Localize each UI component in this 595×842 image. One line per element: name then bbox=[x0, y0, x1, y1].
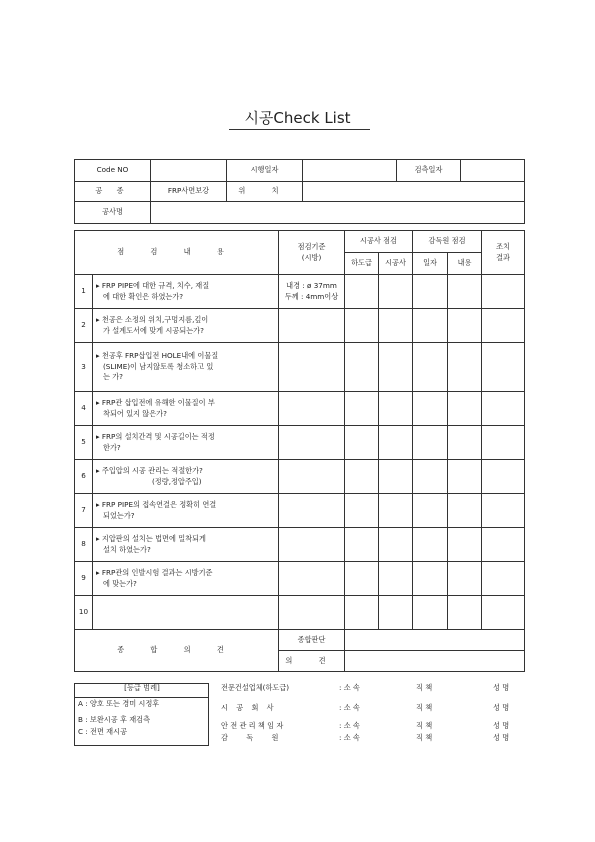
grade-c: C : 전면 재시공 bbox=[78, 727, 128, 736]
construct-date-label: 시행일자 bbox=[227, 160, 303, 182]
check-cell[interactable] bbox=[482, 392, 525, 426]
bullet-icon: ▸ bbox=[96, 500, 100, 510]
check-cell[interactable] bbox=[345, 562, 379, 596]
item-number: 3 bbox=[75, 343, 93, 392]
check-cell[interactable] bbox=[413, 460, 448, 494]
action-header bbox=[482, 231, 525, 275]
check-cell[interactable] bbox=[413, 528, 448, 562]
bullet-icon: ▸ bbox=[96, 466, 100, 476]
check-cell[interactable] bbox=[345, 275, 379, 309]
criteria-header-line2: (시방) bbox=[301, 252, 322, 262]
code-field[interactable] bbox=[151, 160, 227, 182]
signature-name: 성 명 bbox=[493, 733, 510, 742]
item-criteria: 내경 : ø 37mm 두께 : 4mm이상 bbox=[279, 275, 345, 309]
contractor-header: 시공사 점검 bbox=[345, 231, 413, 253]
check-cell[interactable] bbox=[379, 392, 413, 426]
item-number: 6 bbox=[75, 460, 93, 494]
check-cell[interactable] bbox=[379, 275, 413, 309]
check-cell[interactable] bbox=[345, 494, 379, 528]
check-cell[interactable] bbox=[345, 343, 379, 392]
signature-name: 성 명 bbox=[493, 683, 510, 692]
bullet-icon: ▸ bbox=[96, 315, 100, 325]
check-cell[interactable] bbox=[448, 426, 482, 460]
check-cell[interactable] bbox=[345, 426, 379, 460]
header-table bbox=[74, 159, 525, 224]
check-cell[interactable] bbox=[448, 460, 482, 494]
item-number: 5 bbox=[75, 426, 93, 460]
item-question: ▸ 천공은 소정의 위치,구멍지름,깊이 가 설계도서에 맞게 시공되는가? bbox=[93, 309, 279, 343]
grade-b: B : 보완시공 후 재검측 bbox=[78, 715, 151, 724]
check-cell[interactable] bbox=[413, 596, 448, 630]
check-cell[interactable] bbox=[379, 562, 413, 596]
item-question[interactable] bbox=[93, 596, 279, 630]
check-cell[interactable] bbox=[448, 528, 482, 562]
checklist-table bbox=[74, 230, 525, 672]
table-row bbox=[75, 426, 525, 460]
item-question: ▸ FRP PIPE의 접속연결은 정확히 연결 되었는가? bbox=[93, 494, 279, 528]
check-cell[interactable] bbox=[482, 596, 525, 630]
supervisor-sub-header-1: 일자 bbox=[413, 253, 448, 275]
item-criteria bbox=[279, 528, 345, 562]
check-cell[interactable] bbox=[413, 562, 448, 596]
location-field[interactable] bbox=[303, 182, 525, 202]
signature-name: 성 명 bbox=[493, 703, 510, 712]
code-label: Code NO bbox=[75, 160, 151, 182]
overall-opinion-label: 종 합 의 견 bbox=[75, 630, 279, 672]
work-type-label: 공 종 bbox=[75, 182, 151, 202]
bullet-icon: ▸ bbox=[96, 432, 100, 442]
construct-date-field[interactable] bbox=[303, 160, 397, 182]
inspect-date-field[interactable] bbox=[461, 160, 525, 182]
check-cell[interactable] bbox=[413, 392, 448, 426]
table-row bbox=[75, 460, 525, 494]
title-underline bbox=[229, 129, 370, 130]
location-label: 위 치 bbox=[227, 182, 303, 202]
check-cell[interactable] bbox=[448, 494, 482, 528]
signature-position: 직 책 bbox=[416, 703, 433, 712]
grade-legend bbox=[78, 683, 206, 739]
check-cell[interactable] bbox=[345, 528, 379, 562]
inspect-date-label: 검측일자 bbox=[397, 160, 461, 182]
item-question: ▸ FRP PIPE에 대한 규격, 치수, 재질 에 대한 확인은 하였는가? bbox=[93, 275, 279, 309]
overall-judgement-field[interactable] bbox=[345, 630, 525, 651]
item-criteria bbox=[279, 392, 345, 426]
check-cell[interactable] bbox=[379, 426, 413, 460]
item-number: 8 bbox=[75, 528, 93, 562]
check-cell[interactable] bbox=[413, 343, 448, 392]
item-number: 1 bbox=[75, 275, 93, 309]
check-cell[interactable] bbox=[379, 596, 413, 630]
signature-affiliation: : 소 속 bbox=[339, 721, 360, 730]
check-cell[interactable] bbox=[482, 309, 525, 343]
signature-role: 안 전 관 리 책 임 자 bbox=[221, 721, 284, 730]
criteria-header bbox=[279, 231, 345, 275]
signature-row bbox=[221, 721, 521, 733]
content-header: 점 검 내 용 bbox=[75, 231, 279, 275]
action-header-line1: 조치 bbox=[496, 242, 510, 252]
check-cell[interactable] bbox=[448, 392, 482, 426]
check-cell[interactable] bbox=[448, 343, 482, 392]
project-field[interactable] bbox=[151, 202, 525, 224]
table-row bbox=[75, 309, 525, 343]
item-criteria bbox=[279, 460, 345, 494]
opinion-field[interactable] bbox=[345, 651, 525, 672]
item-number: 2 bbox=[75, 309, 93, 343]
item-number: 7 bbox=[75, 494, 93, 528]
check-cell[interactable] bbox=[482, 343, 525, 392]
criteria-header-line1: 점검기준 bbox=[297, 242, 326, 252]
item-question: ▸ 천공후 FRP삽입전 HOLE내에 이물질 (SLIME)이 남지않토록 청소하고 있 는 가? bbox=[93, 343, 279, 392]
table-row bbox=[75, 343, 525, 392]
check-cell[interactable] bbox=[413, 426, 448, 460]
action-header-line2: 결과 bbox=[496, 252, 510, 262]
check-cell[interactable] bbox=[379, 528, 413, 562]
signature-role: 전문건설업체(하도급) bbox=[221, 683, 290, 692]
check-cell[interactable] bbox=[379, 494, 413, 528]
check-cell[interactable] bbox=[448, 596, 482, 630]
signature-affiliation: : 소 속 bbox=[339, 703, 360, 712]
check-cell[interactable] bbox=[413, 275, 448, 309]
signature-row bbox=[221, 703, 521, 715]
opinion-label: 의 견 bbox=[279, 651, 345, 672]
item-criteria bbox=[279, 309, 345, 343]
table-row bbox=[75, 596, 525, 630]
check-cell[interactable] bbox=[482, 494, 525, 528]
item-question: ▸ FRP의 설치간격 및 시공길이는 적정 한가? bbox=[93, 426, 279, 460]
signature-row bbox=[221, 733, 521, 745]
supervisor-sub-header-2: 내용 bbox=[448, 253, 482, 275]
table-row bbox=[75, 562, 525, 596]
bullet-icon: ▸ bbox=[96, 534, 100, 544]
table-row bbox=[75, 275, 525, 309]
item-question: ▸ FRP관 삽입전에 유해한 이물질이 부 착되어 있지 않은가? bbox=[93, 392, 279, 426]
check-cell[interactable] bbox=[345, 309, 379, 343]
bullet-icon: ▸ bbox=[96, 351, 100, 361]
bullet-icon: ▸ bbox=[96, 281, 100, 291]
check-cell[interactable] bbox=[448, 309, 482, 343]
check-cell[interactable] bbox=[345, 460, 379, 494]
check-cell[interactable] bbox=[448, 275, 482, 309]
check-cell[interactable] bbox=[379, 343, 413, 392]
item-criteria bbox=[279, 494, 345, 528]
signature-affiliation: : 소 속 bbox=[339, 683, 360, 692]
signature-role: 시 공 회 사 bbox=[221, 703, 277, 712]
contractor-sub-header-1: 하도급 bbox=[345, 253, 379, 275]
signature-affiliation: : 소 속 bbox=[339, 733, 360, 742]
bullet-icon: ▸ bbox=[96, 568, 100, 578]
check-cell[interactable] bbox=[482, 426, 525, 460]
item-number: 9 bbox=[75, 562, 93, 596]
page-title: 시공Check List bbox=[244, 109, 351, 127]
work-type-value: FRP사면보강 bbox=[151, 182, 227, 202]
bullet-icon: ▸ bbox=[96, 398, 100, 408]
item-criteria bbox=[279, 426, 345, 460]
check-cell[interactable] bbox=[482, 275, 525, 309]
item-question: ▸ 지압판의 설치는 법면에 밀착되게 설치 하였는가? bbox=[93, 528, 279, 562]
supervisor-header: 감독원 점검 bbox=[413, 231, 482, 253]
signature-position: 직 책 bbox=[416, 683, 433, 692]
item-question: ▸ FRP관의 인발시험 결과는 시방기준 에 맞는가? bbox=[93, 562, 279, 596]
table-row bbox=[75, 494, 525, 528]
check-cell[interactable] bbox=[345, 596, 379, 630]
overall-judgement-label: 종합판단 bbox=[279, 630, 345, 651]
grade-a: A : 양호 또는 경미 시정후 bbox=[78, 699, 160, 708]
check-cell[interactable] bbox=[482, 528, 525, 562]
check-cell[interactable] bbox=[379, 309, 413, 343]
signature-role: 감 독 원 bbox=[221, 733, 287, 742]
check-cell[interactable] bbox=[482, 562, 525, 596]
grade-title: [등급 범례] bbox=[124, 683, 160, 692]
check-cell[interactable] bbox=[379, 460, 413, 494]
signature-name: 성 명 bbox=[493, 721, 510, 730]
check-cell[interactable] bbox=[413, 309, 448, 343]
check-cell[interactable] bbox=[482, 460, 525, 494]
signature-position: 직 책 bbox=[416, 733, 433, 742]
item-number: 4 bbox=[75, 392, 93, 426]
check-cell[interactable] bbox=[345, 392, 379, 426]
item-number: 10 bbox=[75, 596, 93, 630]
signature-row bbox=[221, 683, 521, 695]
project-label: 공사명 bbox=[75, 202, 151, 224]
item-question: ▸ 주입압의 시공 관리는 적절한가? (정량,정압주입) bbox=[93, 460, 279, 494]
signature-position: 직 책 bbox=[416, 721, 433, 730]
table-row bbox=[75, 392, 525, 426]
check-cell[interactable] bbox=[413, 494, 448, 528]
item-criteria bbox=[279, 596, 345, 630]
item-criteria bbox=[279, 343, 345, 392]
check-cell[interactable] bbox=[448, 562, 482, 596]
item-criteria bbox=[279, 562, 345, 596]
contractor-sub-header-2: 시공사 bbox=[379, 253, 413, 275]
table-row bbox=[75, 528, 525, 562]
